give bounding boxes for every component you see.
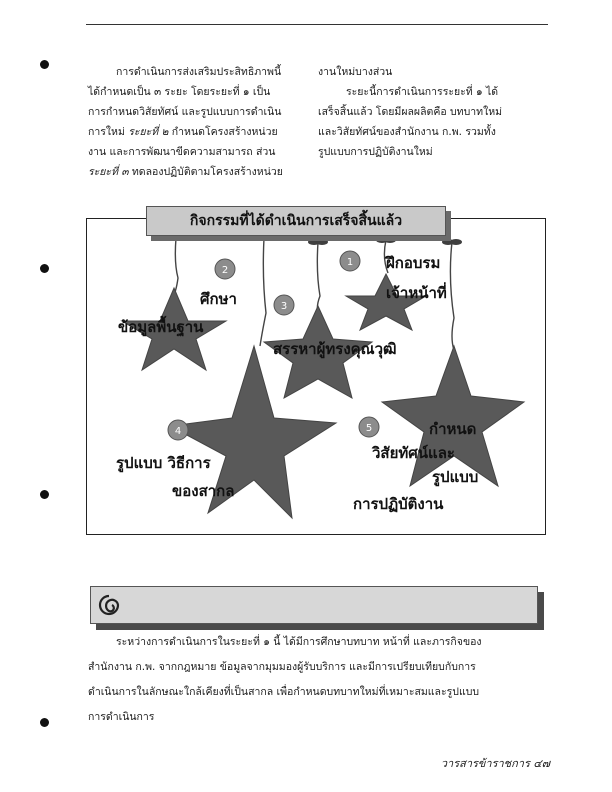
hanging-string <box>317 242 320 314</box>
hanging-string <box>260 238 266 346</box>
text-line: สำนักงาน ก.พ. จากกฎหมาย ข้อมูลจากมุมมองผู้รับบริการ และมีการเปรียบเทียบกับการ <box>88 661 476 673</box>
badge-number: 3 <box>280 301 288 312</box>
text-line: รูปแบบการปฏิบัติงานใหม่ <box>318 146 433 158</box>
badge-number: 5 <box>365 423 373 434</box>
star-label: กำหนด <box>429 420 477 438</box>
star-label: ข้อมูลพื้นฐาน <box>118 318 204 336</box>
text-line <box>88 162 310 182</box>
badge-number: 1 <box>346 257 354 268</box>
section-header-bar <box>90 586 538 624</box>
text-line: เสร็จสิ้นแล้ว โดยมีผลผลิตคือ บทบาทใหม่ <box>318 106 503 118</box>
star-label: วิสัยทัศน์และ <box>372 444 455 462</box>
text-line: งานใหม่บางส่วน <box>318 66 393 78</box>
right-column <box>318 62 544 162</box>
star-label: ฝึกอบรม <box>386 254 441 272</box>
text-line: และวิสัยทัศน์ของสำนักงาน ก.พ. รวมทั้ง <box>318 126 496 138</box>
activities-banner: กิจกรรมที่ได้ดำเนินการเสร็จสิ้นแล้ว <box>146 206 446 236</box>
text-line: การดำเนินการส่งเสริมประสิทธิภาพนี้ <box>116 66 282 78</box>
top-rule <box>86 24 548 25</box>
swirl-icon <box>97 593 121 617</box>
hanging-string <box>450 242 454 350</box>
text-segment: กำหนดโครงสร้างหน่วย <box>168 126 278 138</box>
sprout <box>316 239 328 245</box>
star-label: การปฏิบัติงาน <box>353 495 444 513</box>
text-segment: การใหม่ <box>88 126 129 138</box>
text-line: ระหว่างการดำเนินการในระยะที่ ๑ นี้ ได้มีการศึกษาบทบาท หน้าที่ และภารกิจของ <box>116 636 482 648</box>
star-label: สรรหาผู้ทรงคุณวุฒิ <box>273 340 397 358</box>
left-column <box>88 62 310 182</box>
text-line: การดำเนินการ <box>88 711 155 723</box>
star-label: เจ้าหน้าที่ <box>386 284 447 302</box>
star-illustration <box>86 218 546 535</box>
page-footer: วารสารข้าราชการ ๔๗ <box>440 757 550 770</box>
star-label: รูปแบบ <box>432 468 479 486</box>
badge-number: 2 <box>221 265 229 276</box>
binder-hole <box>40 718 49 727</box>
text-line: ได้กำหนดเป็น ๓ ระยะ โดยระยะที่ ๑ เป็น <box>88 86 271 98</box>
text-segment: ทดลองปฏิบัติตามโครงสร้างหน่วย <box>128 166 283 178</box>
sprout <box>384 237 396 243</box>
star-shape <box>382 346 524 486</box>
text-line: ดำเนินการในลักษณะใกล้เคียงที่เป็นสากล เพื่อกำหนดบทบาทใหม่ที่เหมาะสมและรูปแบบ <box>88 686 480 698</box>
body-paragraph <box>88 630 548 730</box>
binder-hole <box>40 264 49 273</box>
phase-label: ระยะที่ ๓ <box>88 166 129 178</box>
star-label: ของสากล <box>172 482 235 500</box>
text-line: การกำหนดวิสัยทัศน์ และรูปแบบการดำเนิน <box>88 106 282 118</box>
text-line: ระยะนี้การดำเนินการระยะที่ ๑ ได้ <box>346 86 499 98</box>
text-line: งาน และการพัฒนาขีดความสามารถ ส่วน <box>88 146 276 158</box>
text-line <box>88 122 310 142</box>
binder-hole <box>40 60 49 69</box>
binder-hole <box>40 490 49 499</box>
star-label: รูปแบบ วิธีการ <box>116 454 211 472</box>
sprout <box>450 239 462 245</box>
hanging-string <box>172 238 178 298</box>
phase-label: ระยะที่ ๒ <box>128 126 169 138</box>
badge-number: 4 <box>174 426 182 437</box>
star-label: ศึกษา <box>200 290 237 308</box>
